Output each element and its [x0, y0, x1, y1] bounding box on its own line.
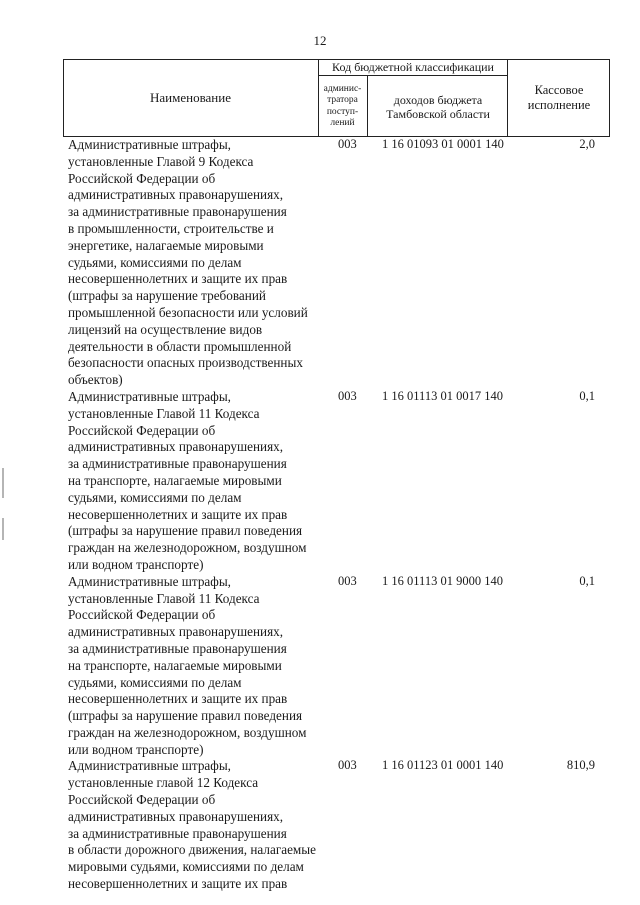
row-name-line: административных правонарушениях,: [68, 808, 284, 824]
row-name: [68, 137, 316, 389]
row-name-line: административных правонарушениях,: [68, 187, 284, 203]
row-name-line: (штрафы за нарушение требований: [68, 288, 266, 304]
row-name-line: судьями, комиссиями по делам: [68, 254, 242, 270]
header-admin: [318, 76, 367, 137]
header-income-line: Тамбовской области: [386, 106, 490, 121]
row-name-line: Административные штрафы,: [68, 137, 231, 152]
row-name-line: Административные штрафы,: [68, 573, 231, 589]
row-name-line: несовершеннолетних и защите их прав: [68, 876, 288, 892]
table-body: [68, 137, 603, 893]
row-name: [68, 389, 316, 574]
row-name-line: судьями, комиссиями по делам: [68, 674, 242, 690]
row-name-line: на транспорте, налагаемые мировыми: [68, 472, 282, 488]
row-name-line: в области дорожного движения, налагаемые: [68, 842, 316, 858]
header-income-line: доходов бюджета: [393, 92, 483, 107]
row-name-line: Российской Федерации об: [68, 607, 216, 623]
scan-mark: [2, 518, 4, 540]
table-row: [68, 389, 603, 574]
row-name-line: за административные правонарушения: [68, 204, 287, 220]
row-admin-code: 003: [338, 137, 357, 151]
row-name-line: лицензий на осуществление видов: [68, 321, 263, 337]
row-name-line: (штрафы за нарушение правил поведения: [68, 523, 303, 539]
row-name-line: мировыми судьями, комиссиями по делам: [68, 859, 304, 875]
header-cash: [508, 59, 610, 137]
row-amount: 2,0: [579, 137, 595, 151]
row-name-line: Административные штрафы,: [68, 758, 231, 774]
header-name: Наименование: [150, 90, 231, 105]
scan-mark: [2, 468, 4, 498]
row-name-line: безопасности опасных производственных: [68, 355, 303, 371]
row-name-line: за административные правонарушения: [68, 640, 287, 656]
header-admin-line: админис-: [323, 83, 362, 94]
row-name: [68, 758, 316, 892]
header-admin-line: поступ-: [326, 106, 359, 117]
table-row: [68, 574, 603, 759]
row-amount: 810,9: [566, 758, 595, 773]
row-name-line: за административные правонарушения: [68, 825, 287, 841]
row-name-line: в промышленности, строительстве и: [68, 220, 274, 236]
row-amount: 0,1: [579, 573, 595, 588]
row-name-line: граждан на железнодорожном, воздушном: [68, 540, 307, 556]
row-amount: 0,1: [579, 388, 595, 403]
row-name-line: Российской Федерации об: [68, 792, 216, 808]
row-name-line: Российской Федерации об: [68, 422, 216, 438]
row-budget-code: 1 16 01123 01 0001 140: [382, 758, 504, 773]
table-row: [68, 758, 603, 892]
table-row: [68, 137, 603, 389]
row-name-line: судьями, комиссиями по делам: [68, 489, 242, 505]
row-name-line: граждан на железнодорожном, воздушном: [68, 724, 307, 740]
header-cash-line: исполнение: [527, 98, 591, 112]
row-name-line: установленные Главой 9 Кодекса: [68, 153, 254, 169]
row-admin-code: 003: [338, 388, 357, 403]
row-budget-code: 1 16 01093 01 0001 140: [382, 137, 504, 151]
header-cash-line: Кассовое: [534, 83, 584, 97]
row-name-line: установленные главой 12 Кодекса: [68, 775, 259, 791]
row-budget-code: 1 16 01113 01 0017 140: [382, 388, 503, 403]
row-name-line: Административные штрафы,: [68, 388, 231, 404]
row-name-line: за административные правонарушения: [68, 456, 287, 472]
row-name: [68, 574, 316, 759]
row-name-line: установленные Главой 11 Кодекса: [68, 405, 260, 421]
row-name-line: Российской Федерации об: [68, 170, 216, 186]
row-admin-code: 003: [338, 758, 357, 773]
row-name-line: несовершеннолетних и защите их прав: [68, 271, 288, 287]
row-name-line: несовершеннолетних и защите их прав: [68, 691, 288, 707]
header-admin-line: тратора: [327, 95, 358, 105]
row-name-line: энергетике, налагаемые мировыми: [68, 237, 264, 253]
header-income: [368, 76, 508, 137]
row-name-line: административных правонарушениях,: [68, 624, 284, 640]
page-number: 12: [313, 33, 327, 48]
row-name-line: или водном транспорте): [68, 741, 204, 757]
row-name-line: объектов): [68, 372, 123, 388]
row-name-line: несовершеннолетних и защите их прав: [68, 506, 288, 522]
row-name-line: (штрафы за нарушение правил поведения: [68, 708, 303, 724]
row-budget-code: 1 16 01113 01 9000 140: [382, 573, 503, 588]
row-name-line: промышленной безопасности или условий: [68, 304, 308, 320]
row-name-line: установленные Главой 11 Кодекса: [68, 590, 260, 606]
row-name-line: или водном транспорте): [68, 556, 204, 572]
row-name-line: на транспорте, налагаемые мировыми: [68, 657, 282, 673]
header-admin-line: лений: [330, 118, 355, 128]
row-admin-code: 003: [338, 573, 357, 588]
header-code-group: Код бюджетной классификации: [332, 59, 494, 74]
row-name-line: административных правонарушениях,: [68, 439, 284, 455]
row-name-line: деятельности в области промышленной: [68, 338, 292, 354]
